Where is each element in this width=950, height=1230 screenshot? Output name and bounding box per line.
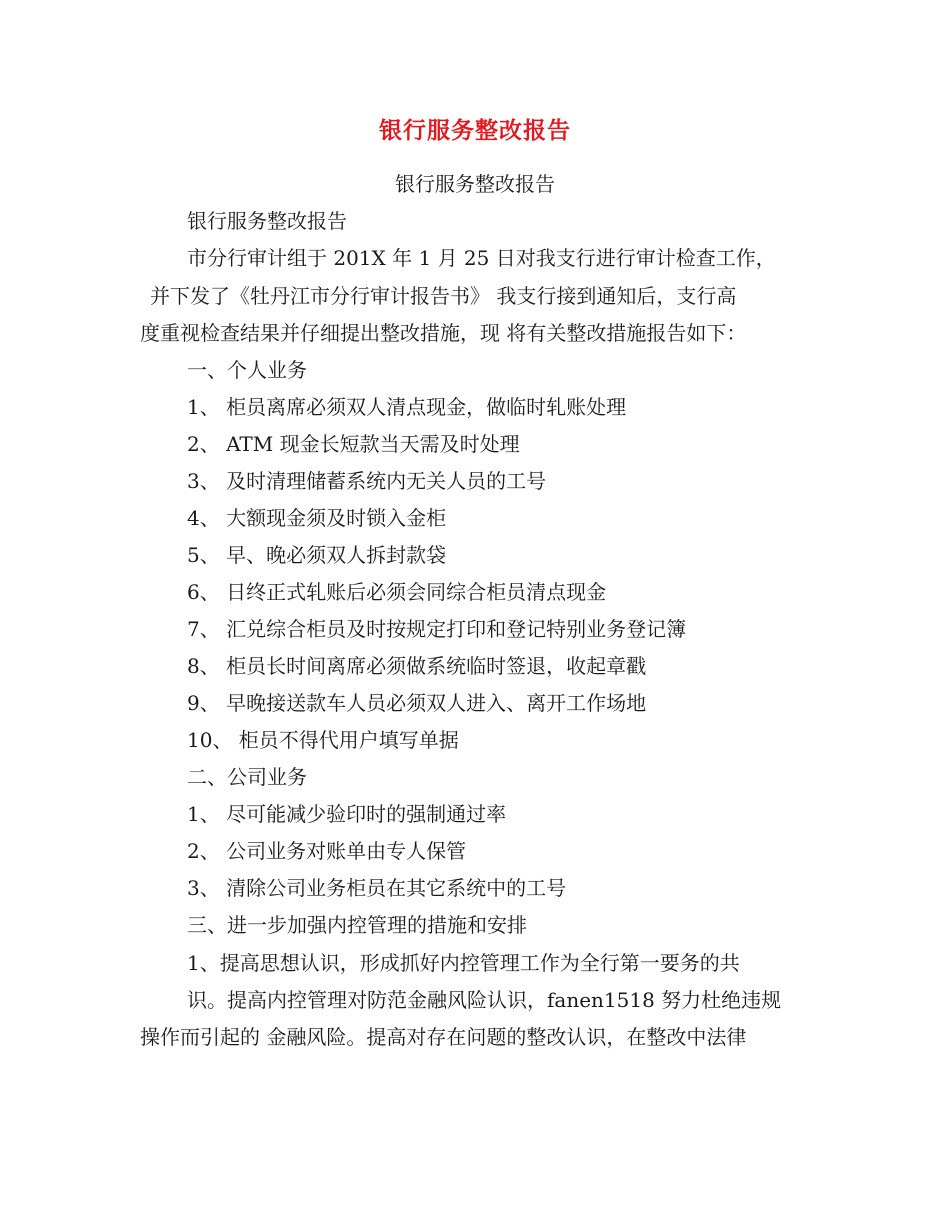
list-item: 6、 日终正式轧账后必须会同综合柜员清点现金 [187, 580, 607, 604]
body-line: 1、提高思想认识，形成抓好内控管理工作为全行第一要务的共 [187, 951, 740, 975]
list-item: 3、 及时清理储蓄系统内无关人员的工号 [187, 469, 547, 493]
list-item: 1、 柜员离席必须双人清点现金，做临时轧账处理 [187, 395, 627, 419]
list-item: 4、 大额现金须及时锁入金柜 [187, 506, 447, 530]
body-line: 并下发了《牡丹江市分行审计报告书》 我支行接到通知后，支行高 [150, 284, 737, 308]
list-item: 9、 早晚接送款车人员必须双人进入、离开工作场地 [187, 691, 647, 715]
section-heading: 二、公司业务 [187, 765, 307, 789]
body-line: 银行服务整改报告 [187, 209, 347, 233]
section-heading: 三、进一步加强内控管理的措施和安排 [187, 913, 527, 937]
list-item: 3、 清除公司业务柜员在其它系统中的工号 [187, 876, 567, 900]
list-item: 7、 汇兑综合柜员及时按规定打印和登记特别业务登记簿 [187, 617, 687, 641]
body-line: 识。提高内控管理对防范金融风险认识，fanen1518 努力杜绝违规 [187, 988, 782, 1012]
document-title: 银行服务整改报告 [379, 118, 571, 144]
list-item: 8、 柜员长时间离席必须做系统临时签退，收起章戳 [187, 654, 647, 678]
body-line: 度重视检查结果并仔细提出整改措施，现 将有关整改措施报告如下： [140, 321, 747, 345]
list-item: 2、 ATM 现金长短款当天需及时处理 [187, 432, 520, 456]
list-item: 5、 早、晚必须双人拆封款袋 [187, 543, 447, 567]
list-item: 2、 公司业务对账单由专人保管 [187, 839, 467, 863]
section-heading: 一、个人业务 [187, 358, 307, 382]
body-line: 市分行审计组于 201X 年 1 月 25 日对我支行进行审计检查工作， [187, 246, 776, 270]
list-item: 10、 柜员不得代用户填写单据 [187, 728, 459, 752]
document-subtitle: 银行服务整改报告 [395, 172, 555, 196]
list-item: 1、 尽可能减少验印时的强制通过率 [187, 802, 507, 826]
body-line: 操作而引起的 金融风险。提高对存在问题的整改认识，在整改中法律 [140, 1025, 747, 1049]
